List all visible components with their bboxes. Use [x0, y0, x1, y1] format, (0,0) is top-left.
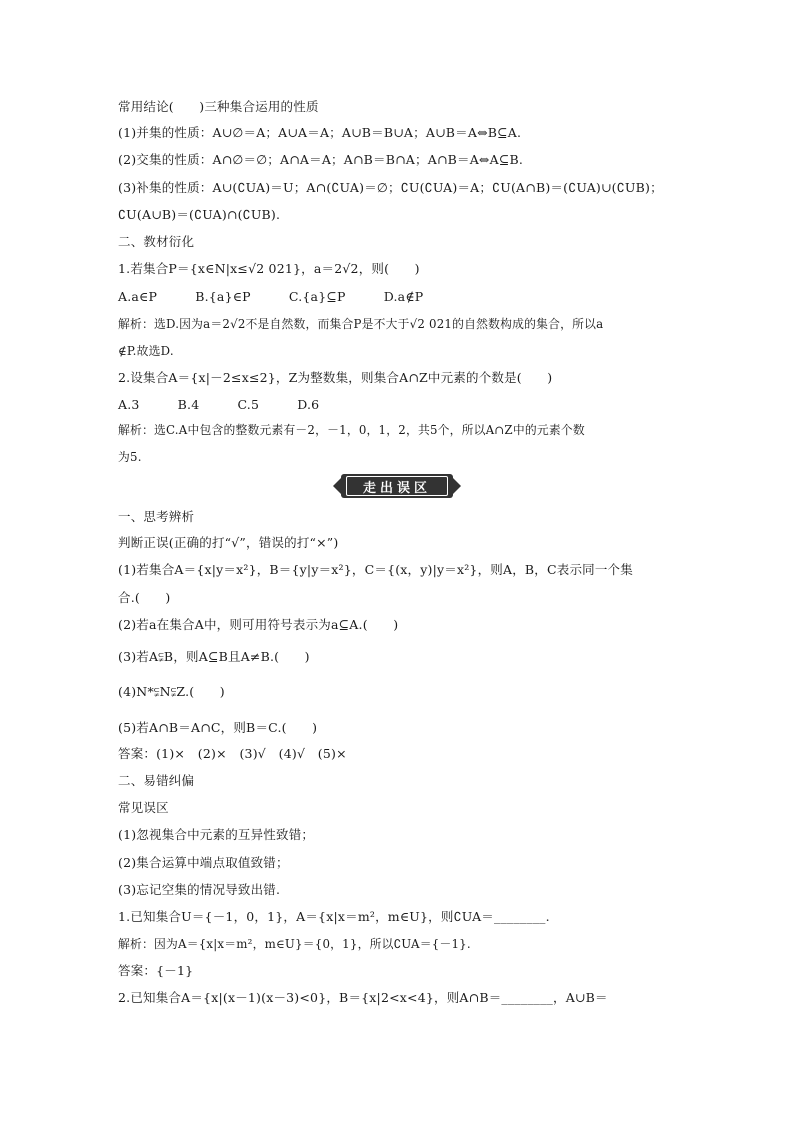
text-line-4: (3)补集的性质：A∪(∁UA)＝U；A∩(∁UA)＝∅；∁U(∁UA)＝A；∁U(A∩B)＝(∁UA)∪(∁UB)； [118, 180, 663, 195]
text-line-27: (2)集合运算中端点取值致错； [118, 855, 289, 870]
text-line-3: (2)交集的性质：A∩∅＝∅；A∩A＝A；A∩B＝B∩A；A∩B＝A⇔A⊆B. [118, 152, 524, 167]
text-line-25: 常见误区 [118, 800, 169, 815]
text-line-20: (3)若A⫋B，则A⊆B且A≠B.( ) [118, 649, 310, 664]
text-line-19: (2)若a在集合A中，则可用符号表示为a⊆A.( ) [118, 617, 399, 632]
text-line-12: A.3 B.4 C.5 D.6 [118, 397, 320, 412]
text-line-10: ∉P.故选D. [118, 344, 174, 358]
section-banner [341, 474, 453, 498]
text-line-24: 二、易错纠偏 [118, 773, 195, 788]
text-line-22: (5)若A∩B＝A∩C，则B＝C.( ) [118, 720, 318, 735]
text-line-14: 为5. [118, 450, 142, 464]
text-line-18: 合.( ) [118, 590, 171, 605]
text-line-30: 解析：因为A＝{x|x＝m²，m∈U}＝{0，1}，所以∁UA＝{－1}. [118, 937, 471, 951]
text-line-15: 一、思考辨析 [118, 509, 195, 524]
text-line-32: 2.已知集合A＝{x|(x－1)(x－3)<0}，B＝{x|2<x<4}，则A∩B＝________，A∪B＝ [118, 990, 608, 1005]
text-line-29: 1.已知集合U＝{－1，0，1}，A＝{x|x＝m²，m∈U}，则∁UA＝________. [118, 909, 550, 924]
text-line-5: ∁U(A∪B)＝(∁UA)∩(∁UB). [118, 207, 281, 222]
section-banner-label: 走出误区 [362, 480, 431, 496]
text-line-16: 判断正误(正确的打“√”，错误的打“×”) [118, 535, 339, 550]
text-line-28: (3)忘记空集的情况导致出错. [118, 882, 281, 897]
text-line-17: (1)若集合A＝{x|y＝x²}，B＝{y|y＝x²}，C＝{(x，y)|y＝x²}，则A，B，C表示同一个集 [118, 562, 633, 577]
text-line-23: 答案：(1)× (2)× (3)√ (4)√ (5)× [118, 746, 347, 761]
text-line-2: (1)并集的性质：A∪∅＝A；A∪A＝A；A∪B＝B∪A；A∪B＝A⇔B⊆A. [118, 125, 522, 140]
text-line-26: (1)忽视集合中元素的互异性致错； [118, 827, 315, 842]
text-line-11: 2.设集合A＝{x|－2≤x≤2}，Z为整数集，则集合A∩Z中元素的个数是( ) [118, 370, 553, 385]
text-line-7: 1.若集合P＝{x∈N|x≤√2 021}，a＝2√2，则( ) [118, 261, 420, 276]
text-line-9: 解析：选D.因为a＝2√2不是自然数，而集合P是不大于√2 021的自然数构成的集合，所以a [118, 317, 604, 331]
text-line-31: 答案：{－1} [118, 963, 194, 978]
text-line-6: 二、教材衍化 [118, 234, 195, 249]
text-line-8: A.a∈P B.{a}∈P C.{a}⊆P D.a∉P [118, 289, 424, 304]
text-line-13: 解析：选C.A中包含的整数元素有－2，－1，0，1，2，共5个，所以A∩Z中的元素个数 [118, 423, 585, 437]
text-line-1: 常用结论( )三种集合运用的性质 [118, 99, 319, 114]
text-line-21: (4)N*⫋N⫋Z.( ) [118, 684, 225, 699]
